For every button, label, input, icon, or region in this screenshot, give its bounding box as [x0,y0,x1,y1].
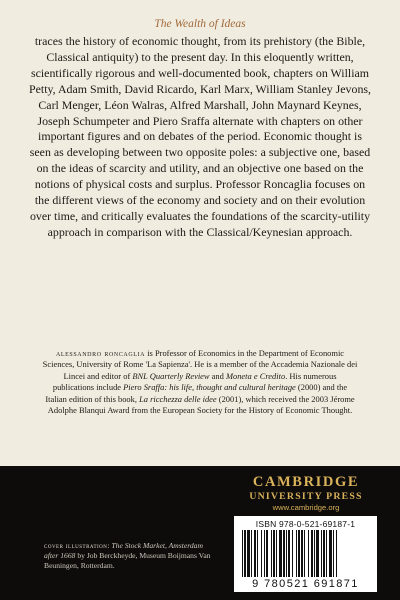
bio-journal-2: Moneta e Credito [225,370,286,381]
bio-part-3: . His numerous publications include [52,370,337,393]
publisher-url: www.cambridge.org [272,503,340,512]
cover-credit-label: cover illustration [44,541,108,550]
cover-credit-rest: by Job Berckheyde, Museum Boijmans Van Beuningen, Rotterdam. [44,551,211,571]
bio-part-2: and [209,370,226,381]
publisher-logo [233,474,379,512]
bio-part-1: is Professor of Economics in the Department of Economic Sciences, University of Rome 'La Sapienza'. He is a member of the Accademia Nazionale dei Lincei and editor of [42,348,358,381]
footer-band [0,466,400,600]
blurb-text: traces the history of economic thought, from its prehistory (the Bible, Classical antiquity) to the present day. In this eloquently written, scientifically rigorous and well-documented book, chapters on William Petty, Adam Smith, David Ricardo, Karl Marx, William Stanley Jevons, Carl Menger, Léon Walras, Alfred Marshall, John Maynard Keynes, Joseph Schumpeter and Piero Sraffa alternate with chapters on other important figures and on debates of the period. Economic thought is seen as developing between two opposite poles: a subjective one, based on the ideas of scarcity and utility, and an objective one based on the notions of physical costs and surplus. Professor Roncaglia focuses on the different views of the economy and society and on their evolution over time, and critically evaluates the foundations of the scarcity-utility approach in comparison with the Classical/Keynesian approach. [29,34,371,239]
cover-credit-title: The Stock Market, Amsterdam after 1668 [44,541,203,561]
bio-part-4: (2000) and the Italian edition of this book, [45,382,348,404]
bio-book-2: La ricchezza delle idee [139,393,217,404]
cover-credit-sep: : [107,541,112,550]
bio-journal-1: BNL Quarterly Review [132,370,210,381]
barcode-bars [240,530,371,577]
publisher-name: CAMBRIDGE [252,474,360,490]
bio-book-1: Piero Sraffa: his life, thought and cultural heritage [123,382,296,393]
author-name: alessandro roncaglia [55,348,146,358]
publisher-subname: UNIVERSITY PRESS [249,491,363,502]
isbn-barcode [234,516,377,592]
blurb-title: The Wealth of Ideas [154,18,246,30]
author-bio [42,348,358,416]
cover-illustration-credit [44,541,214,572]
isbn-text: ISBN 978-0-521-69187-1 [255,519,356,529]
barcode-digits: 9 780521 691871 [252,578,359,590]
bio-part-5: (2001), which received the 2003 Jérome Adolphe Blanqui Award from the European Society for the History of Economic Thought. [47,393,355,416]
